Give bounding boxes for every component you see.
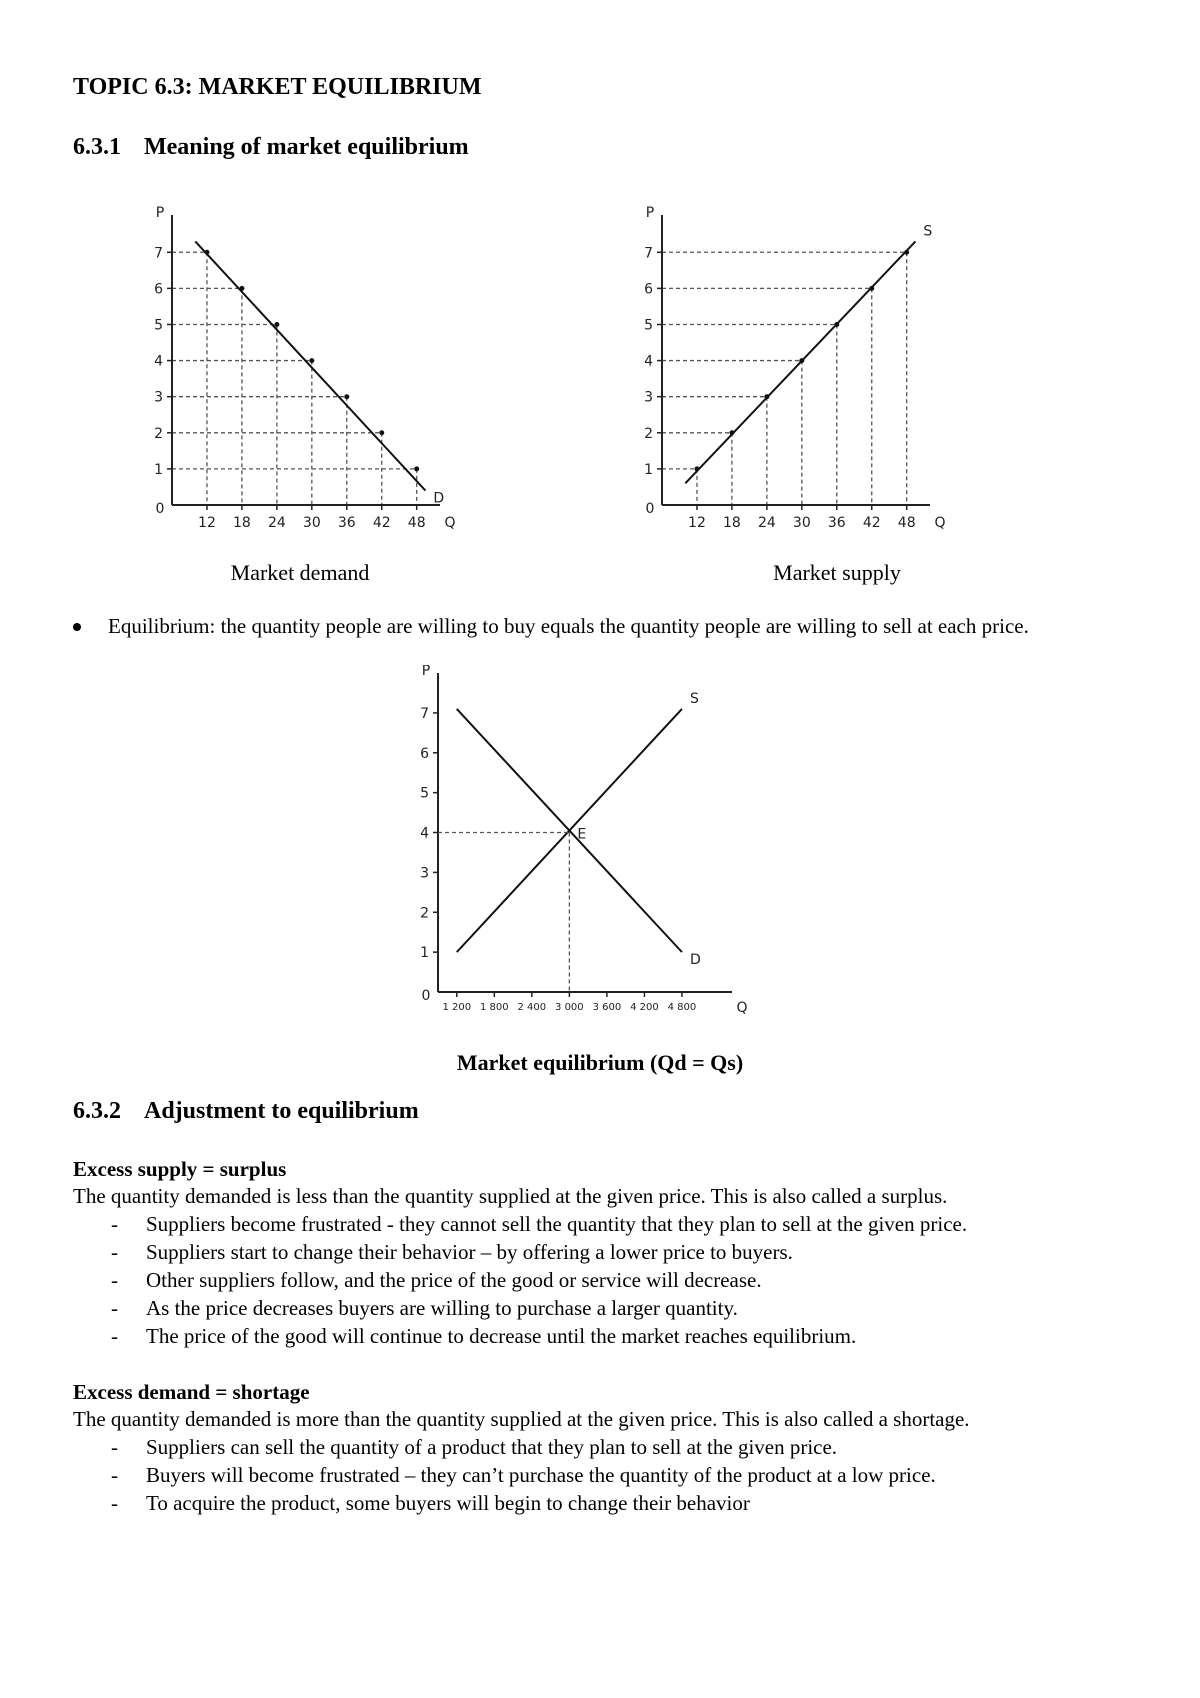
y-tick-label: 7 xyxy=(644,245,653,262)
x-tick-label: 18 xyxy=(722,515,741,530)
bullet-dot xyxy=(73,623,81,631)
x-tick-label: 42 xyxy=(372,515,391,530)
list-item: - As the price decreases buyers are willing to purchase a larger quantity. xyxy=(111,1296,738,1320)
y-tick-label: 6 xyxy=(154,281,163,298)
x-tick-label: 48 xyxy=(407,515,426,530)
x-tick-label: 42 xyxy=(862,515,881,530)
y-tick-label: 2 xyxy=(154,425,163,442)
series-label-S: S xyxy=(689,690,699,707)
demand-caption: Market demand xyxy=(230,560,370,585)
x-tick-label: 24 xyxy=(757,515,776,530)
y-tick-label: 4 xyxy=(644,353,653,370)
section-title-2: Adjustment to equilibrium xyxy=(144,1098,419,1124)
y-tick-label: 7 xyxy=(154,245,163,262)
origin-label: 0 xyxy=(645,501,655,517)
x-tick-label: 1 800 xyxy=(479,1002,509,1013)
excess-supply-heading: Excess supply = surplus xyxy=(73,1157,287,1181)
data-point xyxy=(344,394,349,399)
y-tick-label: 3 xyxy=(420,865,429,882)
origin-label: 0 xyxy=(421,988,431,1004)
excess-demand-block xyxy=(73,1380,1163,1517)
series-label-S: S xyxy=(923,223,933,240)
y-tick-label: 3 xyxy=(154,389,163,406)
data-point xyxy=(379,430,384,435)
supply-caption: Market supply xyxy=(773,560,901,585)
y-tick-label: 6 xyxy=(420,745,429,762)
data-point xyxy=(729,430,734,435)
section-number-1: 6.3.1 xyxy=(73,134,121,160)
list-item: - Suppliers start to change their behavior – by offering a lower price to buyers. xyxy=(111,1240,793,1264)
supply-chart-body xyxy=(644,205,945,530)
section-title-1: Meaning of market equilibrium xyxy=(144,134,469,160)
y-tick-label: 4 xyxy=(420,825,429,842)
y-tick-label: 5 xyxy=(420,785,429,802)
y-tick-label: 1 xyxy=(644,461,653,478)
y-tick-label: 3 xyxy=(644,389,653,406)
y-tick-label: 1 xyxy=(420,945,429,962)
data-point xyxy=(904,250,909,255)
y-tick-label: 4 xyxy=(154,353,163,370)
series-line-D xyxy=(195,241,425,490)
x-tick-label: 3 000 xyxy=(555,1002,584,1013)
y-axis-label: P xyxy=(155,205,165,221)
list-item: - Suppliers can sell the quantity of a product that they plan to sell at the given price. xyxy=(111,1435,838,1459)
y-axis-label: P xyxy=(645,205,655,221)
excess-demand-list xyxy=(73,1433,1163,1517)
data-point xyxy=(204,250,209,255)
series-label-D: D xyxy=(433,490,445,507)
demand-chart xyxy=(150,205,480,530)
data-point xyxy=(274,322,279,327)
data-point xyxy=(694,466,699,471)
list-item: - Suppliers become frustrated - they cannot sell the quantity that they plan to sell at the given price. xyxy=(111,1212,968,1236)
x-axis-label: Q xyxy=(736,1000,748,1015)
origin-label: 0 xyxy=(155,501,165,517)
excess-supply-block xyxy=(73,1157,1163,1350)
x-tick-label: 30 xyxy=(792,515,811,530)
y-axis-label: P xyxy=(421,665,431,679)
equilibrium-chart xyxy=(410,665,770,1015)
data-point xyxy=(414,466,419,471)
list-item: - Other suppliers follow, and the price of the good or service will decrease. xyxy=(111,1268,762,1292)
y-tick-label: 1 xyxy=(154,461,163,478)
section-heading-1 xyxy=(73,134,469,161)
topic-title: TOPIC 6.3: MARKET EQUILIBRIUM xyxy=(73,74,482,100)
demand-chart-body xyxy=(154,205,455,530)
section-heading-2 xyxy=(73,1098,419,1125)
x-tick-label: 48 xyxy=(897,515,916,530)
x-tick-label: 2 400 xyxy=(517,1002,547,1013)
y-tick-label: 2 xyxy=(420,905,429,922)
x-tick-label: 4 200 xyxy=(630,1002,659,1013)
section-number-2: 6.3.2 xyxy=(73,1098,121,1124)
y-tick-label: 7 xyxy=(420,705,429,722)
x-axis-label: Q xyxy=(444,515,456,530)
data-point xyxy=(834,322,839,327)
excess-demand-heading: Excess demand = shortage xyxy=(73,1380,310,1404)
y-tick-label: 5 xyxy=(154,317,163,334)
x-tick-label: 36 xyxy=(827,515,846,530)
excess-supply-intro: The quantity demanded is less than the quantity supplied at the given price. This is also called a surplus. xyxy=(73,1184,948,1208)
y-tick-label: 2 xyxy=(644,425,653,442)
y-tick-label: 6 xyxy=(644,281,653,298)
x-tick-label: 18 xyxy=(232,515,251,530)
data-point xyxy=(239,286,244,291)
data-point xyxy=(764,394,769,399)
list-item: - To acquire the product, some buyers will begin to change their behavior xyxy=(111,1491,750,1515)
x-tick-label: 36 xyxy=(337,515,356,530)
data-point xyxy=(309,358,314,363)
excess-supply-list xyxy=(73,1210,1163,1350)
x-axis-label: Q xyxy=(934,515,946,530)
series-label-D: D xyxy=(689,952,701,969)
y-tick-label: 5 xyxy=(644,317,653,334)
x-tick-label: 3 600 xyxy=(592,1002,622,1013)
data-point xyxy=(869,286,874,291)
equilibrium-chart-body xyxy=(420,665,747,1015)
equilibrium-label: E xyxy=(577,826,587,843)
x-tick-label: 4 800 xyxy=(667,1002,697,1013)
equilibrium-bullet-text: Equilibrium: the quantity people are willing to buy equals the quantity people are willing to sell at each price. xyxy=(108,614,1029,638)
excess-demand-intro: The quantity demanded is more than the quantity supplied at the given price. This is also called a shortage. xyxy=(73,1407,970,1431)
data-point xyxy=(799,358,804,363)
x-tick-label: 1 200 xyxy=(442,1002,472,1013)
equilibrium-caption: Market equilibrium (Qd = Qs) xyxy=(456,1050,744,1075)
list-item: - Buyers will become frustrated – they can’t purchase the quantity of the product at a low price. xyxy=(111,1463,936,1487)
supply-chart xyxy=(640,205,970,530)
list-item: - The price of the good will continue to decrease until the market reaches equilibrium. xyxy=(111,1324,857,1348)
x-tick-label: 12 xyxy=(198,515,216,530)
x-tick-label: 24 xyxy=(267,515,286,530)
x-tick-label: 30 xyxy=(302,515,321,530)
x-tick-label: 12 xyxy=(688,515,706,530)
